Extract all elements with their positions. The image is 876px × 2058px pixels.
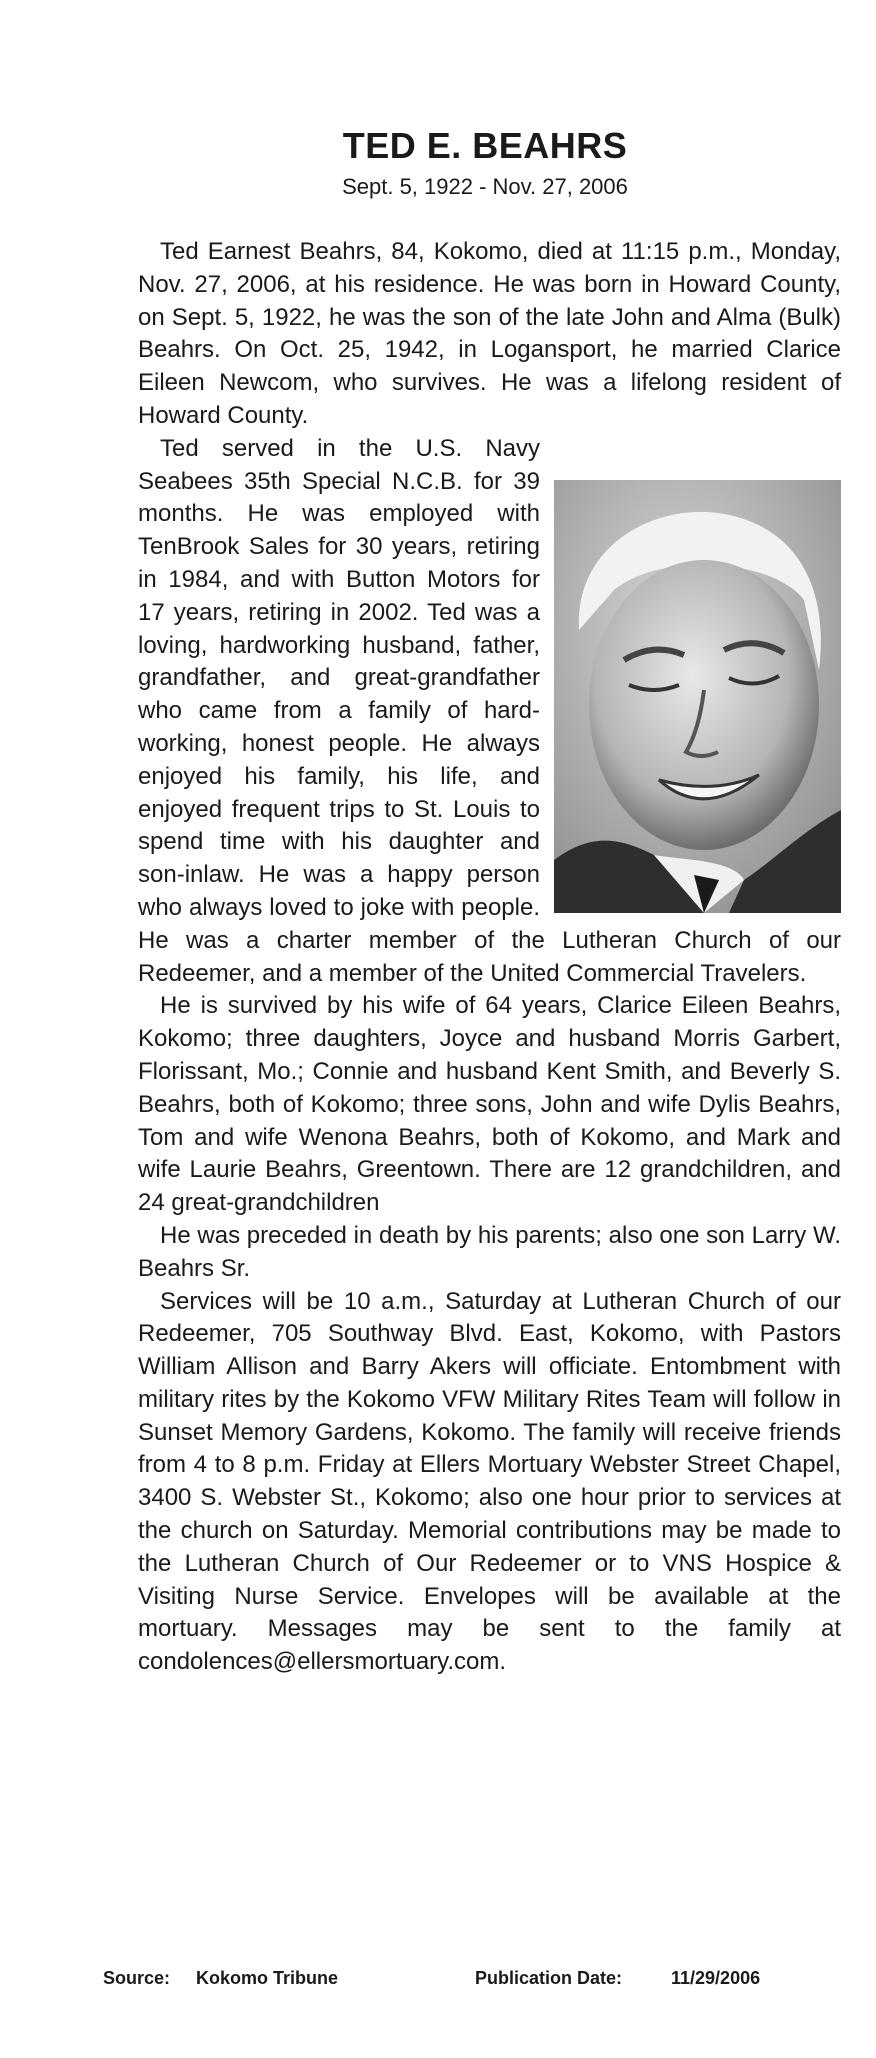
paragraph-death-notice: Ted Earnest Beahrs, 84, Kokomo, died at 11:15 p.m., Monday, Nov. 27, 2006, at his residence. He was born in Howard County, on Sept. 5, 1922, he was the son of the late John and Alma (Bulk) Beahrs. On Oct. 25, 1942, in Logansport, he married Clarice Eileen Newcom, who survives. He was a lifelong resident of Howard County.: [138, 238, 841, 429]
paragraph-survivors: He is survived by his wife of 64 years, Clarice Eileen Beahrs, Kokomo; three daughters, Joyce and husband Morris Garbert, Florissant, Mo.; Connie and husband Kent Smith, and Beverly S. Beahrs, both of Kokomo; three sons, John and wife Dylis Beahrs, Tom and wife Wenona Beahrs, both of Kokomo, and Mark and wife Laurie Beahrs, Greentown. There are 12 grandchildren, and 24 great-grandchildren: [138, 992, 841, 1217]
obituary-text: [138, 236, 841, 1679]
paragraph-preceded: He was preceded in death by his parents; also one son Larry W. Beahrs Sr.: [138, 1221, 841, 1282]
publication-date-label: Publication Date:: [475, 1968, 623, 1988]
obituary-name: TED E. BEAHRS: [342, 125, 628, 166]
paragraph-life: [138, 433, 841, 991]
paragraph-services: Services will be 10 a.m., Saturday at Lutheran Church of our Redeemer, 705 Southway Blvd. East, Kokomo, with Pastors William Allison and Barry Akers will officiate. Entombment with military rites by the Kokomo VFW Military Rites Team will follow in Sunset Memory Gardens, Kokomo. The family will receive friends from 4 to 8 p.m. Friday at Ellers Mortuary Webster Street Chapel, 3400 S. Webster St., Kokomo; also one hour prior to services at the church on Saturday. Memorial contributions may be made to the Lutheran Church of Our Redeemer or to VNS Hospice & Visiting Nurse Service. Envelopes will be available at the mortuary. Messages may be sent to the family at condolences@ellersmortuary.com.: [138, 1287, 841, 1676]
life-dates: Sept. 5, 1922 - Nov. 27, 2006: [342, 174, 628, 199]
portrait-photo: [554, 480, 841, 913]
source-value: Kokomo Tribune: [196, 1968, 339, 1988]
publication-date-value: 11/29/2006: [671, 1968, 761, 1988]
paragraph-life-text: Ted served in the U.S. Navy Seabees 35th Special N.C.B. for 39 months. He was employed with TenBrook Sales for 30 years, retiring in 1984, and with Button Motors for 17 years, retiring in 2002. Ted was a loving, hardworking husband, father, grandfather, and great-grandfather who came from a family of hard-working, honest people. He always enjoyed his family, his life, and enjoyed frequent trips to St. Louis to spend time with his daughter and son-inlaw. He was a happy person who always loved to joke with people. He was a charter member of the Lutheran Church of our Redeemer, and a member of the United Commercial Travelers.: [138, 434, 841, 987]
source-label: Source:: [103, 1968, 171, 1988]
